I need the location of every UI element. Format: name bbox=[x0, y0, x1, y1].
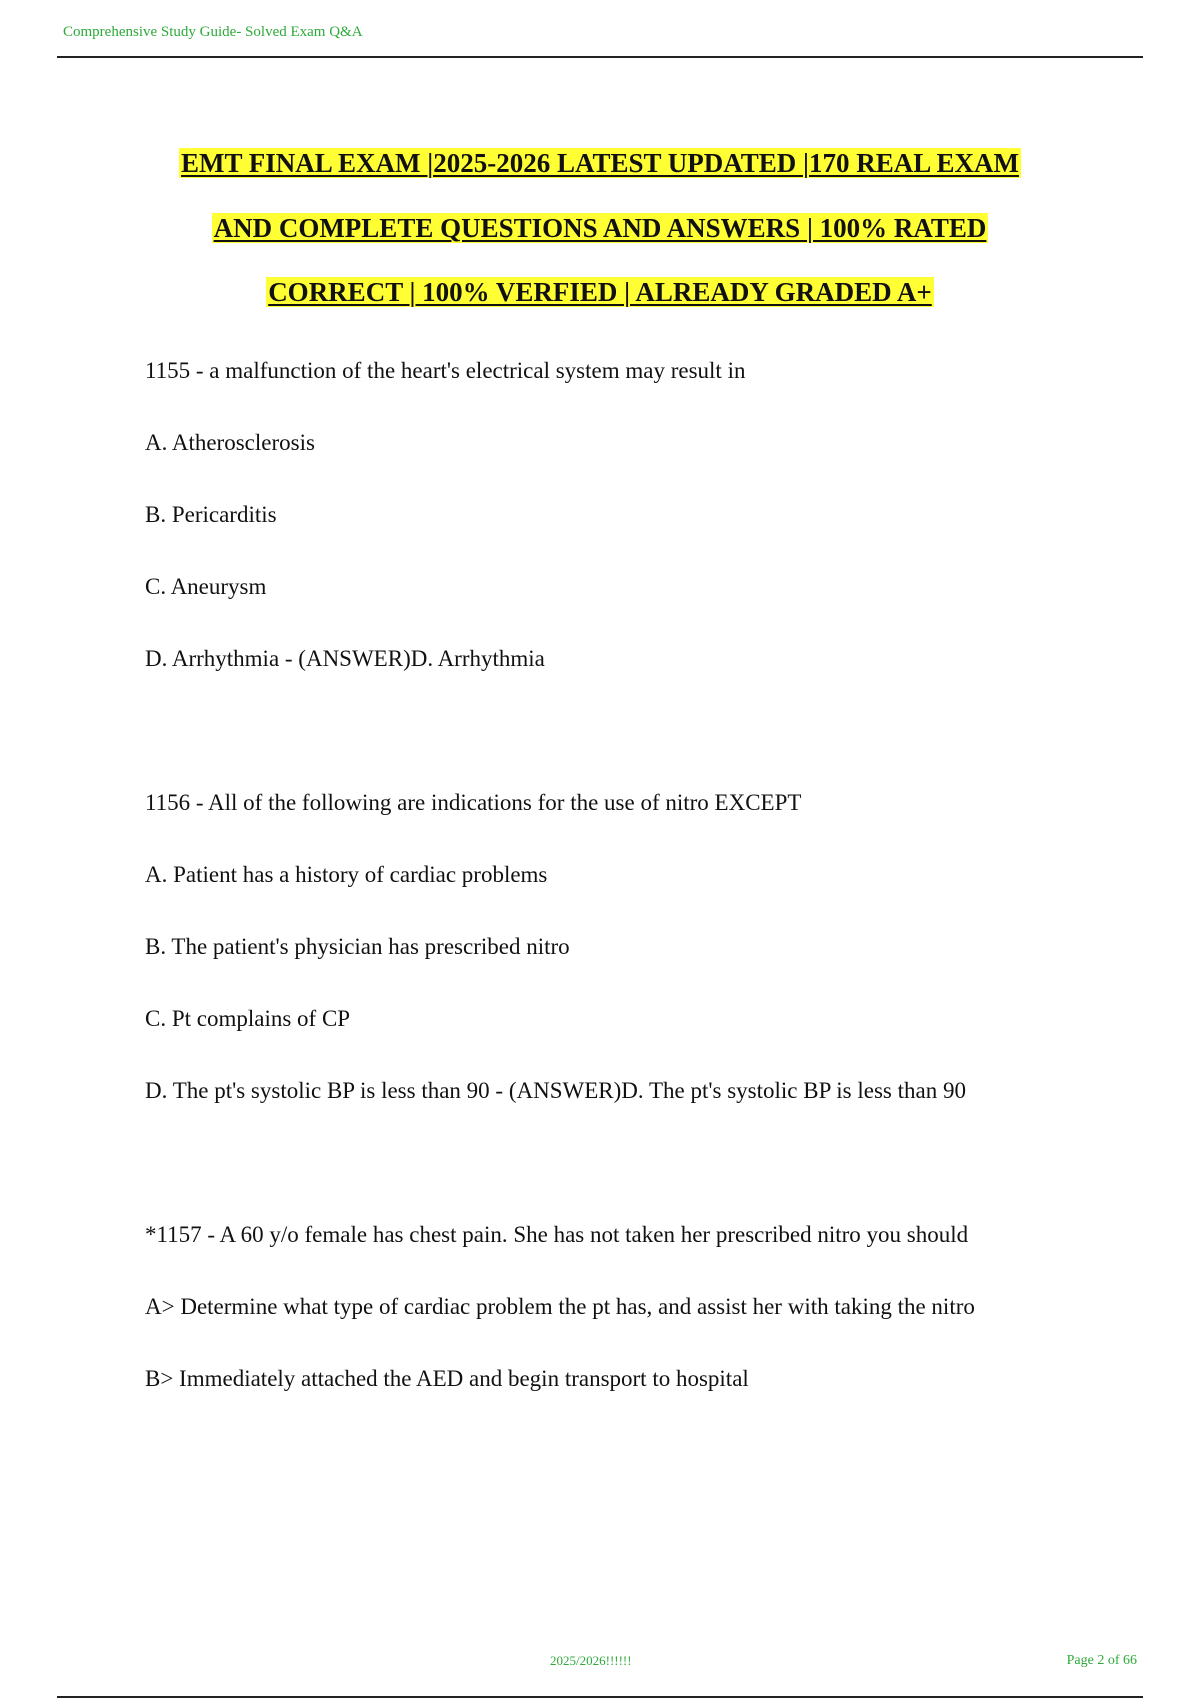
page-number: Page 2 of 66 bbox=[1066, 1653, 1137, 1668]
document-title-line-2 bbox=[0, 213, 1200, 243]
answer-option: A. Patient has a history of cardiac problems bbox=[145, 862, 548, 887]
answer-option: D. The pt's systolic BP is less than 90 - (ANSWER)D. The pt's systolic BP is less than 90 bbox=[145, 1078, 966, 1103]
answer-option: A. Atherosclerosis bbox=[145, 430, 315, 455]
answer-option: C. Pt complains of CP bbox=[145, 1006, 351, 1031]
title-line-2-text: AND COMPLETE QUESTIONS AND ANSWERS | 100% RATED bbox=[213, 213, 987, 243]
question-text: 1155 - a malfunction of the heart's electrical system may result in bbox=[145, 358, 746, 383]
answer-option: B. Pericarditis bbox=[145, 502, 277, 527]
document-title-line-3 bbox=[0, 277, 1200, 307]
running-header: Comprehensive Study Guide- Solved Exam Q&A bbox=[63, 24, 363, 40]
header-divider bbox=[57, 56, 1143, 58]
question-text: *1157 - A 60 y/o female has chest pain. She has not taken her prescribed nitro you should bbox=[145, 1222, 969, 1247]
title-line-3-text: CORRECT | 100% VERFIED | ALREADY GRADED A+ bbox=[268, 277, 932, 307]
title-line-1-text: EMT FINAL EXAM |2025-2026 LATEST UPDATED |170 REAL EXAM bbox=[181, 148, 1019, 178]
answer-option: A> Determine what type of cardiac problem the pt has, and assist her with taking the nitro bbox=[145, 1294, 975, 1319]
answer-option: C. Aneurysm bbox=[145, 574, 267, 599]
question-text: 1156 - All of the following are indications for the use of nitro EXCEPT bbox=[145, 790, 802, 815]
answer-option: D. Arrhythmia - (ANSWER)D. Arrhythmia bbox=[145, 646, 545, 671]
footer-year-label: 2025/2026!!!!!! bbox=[550, 1653, 632, 1668]
footer-divider bbox=[57, 1696, 1143, 1698]
answer-option: B> Immediately attached the AED and begin transport to hospital bbox=[145, 1366, 749, 1391]
document-title-line-1 bbox=[0, 148, 1200, 178]
answer-option: B. The patient's physician has prescribed nitro bbox=[145, 934, 570, 959]
